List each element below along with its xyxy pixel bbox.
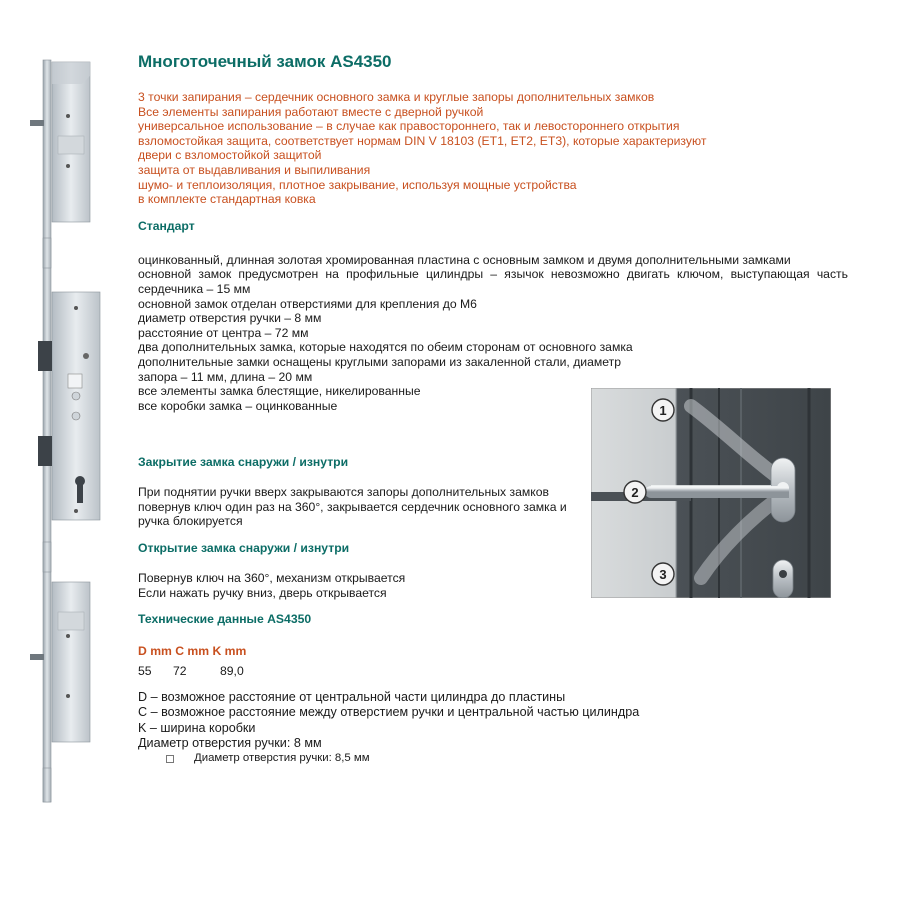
- feature-item: 3 точки запирания – сердечник основного замка и круглые запоры дополнительных замков: [138, 90, 655, 104]
- dimensions-header: D mm C mm K mm: [138, 644, 247, 659]
- feature-item: защита от выдавливания и выпиливания: [138, 162, 371, 177]
- checkbox-icon: [166, 755, 174, 763]
- feature-item: взломостойкая защита, соответствует нормам DIN V 18103 (ET1, ET2, ET3), которые характеризуют: [138, 133, 707, 148]
- standard-item: дополнительные замки оснащены круглыми запорами из закаленной стали, диаметр: [138, 354, 622, 369]
- legend-item: K – ширина коробки: [138, 720, 256, 735]
- svg-text:3: 3: [659, 567, 667, 582]
- dimension-c-value: 72: [173, 664, 187, 679]
- feature-item: шумо- и теплоизоляция, плотное закрывание, используя мощные устройства: [138, 177, 577, 192]
- standard-item: основной замок предусмотрен на профильные цилиндры – язычок невозможно двигать ключом, выступающая часть: [138, 267, 848, 282]
- feature-item: двери с взломостойкой защитой: [138, 148, 322, 163]
- page-title: Многоточечный замок AS4350: [138, 52, 392, 71]
- dimensions-values: [138, 664, 848, 678]
- closing-heading: Закрытие замка снаружи / изнутри: [138, 455, 349, 470]
- legend-item: Диаметр отверстия ручки: 8 мм: [138, 735, 322, 750]
- marker-3: [652, 563, 674, 585]
- dimension-k-value: 89,0: [220, 664, 244, 679]
- closing-line: повернув ключ один раз на 360°, закрывается сердечник основного замка и: [138, 499, 567, 514]
- standard-item: основной замок отделан отверстиями для крепления до М6: [138, 296, 477, 311]
- opening-line: Повернув ключ на 360°, механизм открывается: [138, 571, 406, 586]
- option-label: Диаметр отверстия ручки: 8,5 мм: [194, 752, 370, 765]
- standard-item: два дополнительных замка, которые находятся по обеим сторонам от основного замка: [138, 340, 633, 355]
- standard-item: диаметр отверстия ручки – 8 мм: [138, 311, 322, 326]
- opening-heading: Открытие замка снаружи / изнутри: [138, 541, 350, 556]
- closing-line: При поднятии ручки вверх закрываются запоры дополнительных замков: [138, 485, 549, 500]
- feature-item: Все элементы запирания работают вместе с дверной ручкой: [138, 104, 484, 119]
- dimensions-legend: [138, 690, 848, 751]
- standard-item: сердечника – 15 мм: [138, 281, 251, 296]
- opening-line: Если нажать ручку вниз, дверь открывается: [138, 585, 387, 600]
- standard-item: оцинкованный, длинная золотая хромированная пластина с основным замком и двумя дополнительными замками: [138, 252, 791, 267]
- standard-item: запора – 11 мм, длина – 20 мм: [138, 369, 313, 384]
- svg-text:1: 1: [659, 403, 667, 418]
- marker-2: [624, 481, 646, 503]
- tech-heading: Технические данные AS4350: [138, 612, 312, 627]
- legend-item: C – возможное расстояние между отверстием ручки и центральной частью цилиндра: [138, 705, 640, 720]
- handle-positions-photo: [591, 388, 831, 598]
- standard-heading: Стандарт: [138, 218, 195, 233]
- dimension-d-value: 55: [138, 664, 152, 679]
- marker-1: [652, 399, 674, 421]
- standard-item: все коробки замка – оцинкованные: [138, 398, 338, 413]
- closing-line: ручка блокируется: [138, 514, 243, 529]
- feature-item: универсальное использование – в случае как правостороннего, так и левостороннего открытия: [138, 119, 680, 134]
- standard-item: все элементы замка блестящие, никелированные: [138, 384, 421, 399]
- legend-item: D – возможное расстояние от центральной части цилиндра до пластины: [138, 690, 566, 705]
- svg-text:2: 2: [631, 485, 639, 500]
- standard-item: расстояние от центра – 72 мм: [138, 325, 309, 340]
- lock-illustration: [28, 56, 108, 806]
- feature-item: в комплекте стандартная ковка: [138, 192, 316, 207]
- features-list: [138, 90, 848, 207]
- option-item: [166, 751, 848, 766]
